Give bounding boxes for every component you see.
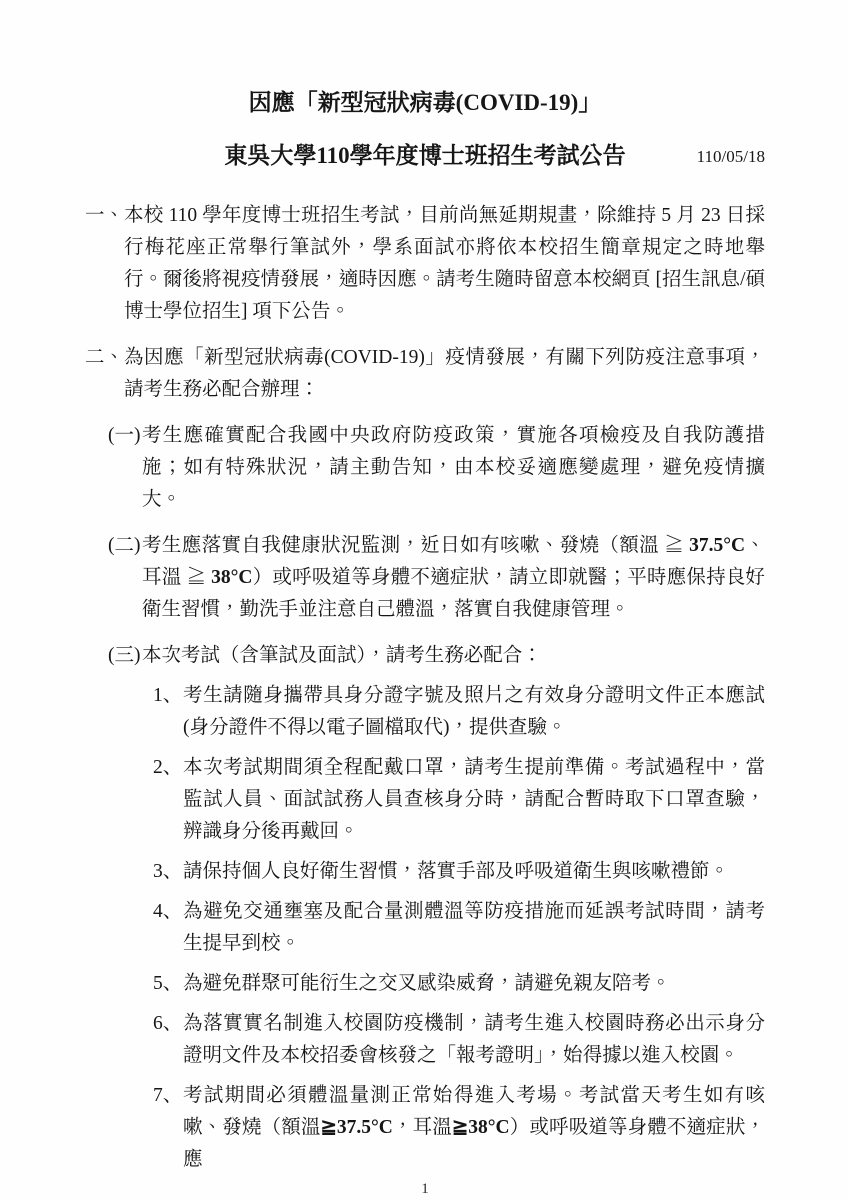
list-item-2-text: 本次考試期間須全程配戴口罩，請考生提前準備。考試過程中，當監試人員、面試試務人員查核身分時，請配合暫時取下口罩查驗，辨識身分後再戴回。: [183, 757, 765, 842]
section-1-text: 本校 110 學年度博士班招生考試，目前尚無延期規畫，除維持 5 月 23 日採行梅花座正常舉行筆試外，學系面試亦將依本校招生簡章規定之時地舉行。爾後將視疫情發展，適時因應。請考生隨時留意本校網頁 [招生訊息/碩博士學位招生] 項下公告。: [124, 205, 765, 322]
list-item-3-marker: 3、: [153, 861, 183, 882]
subsection-3-text: 本次考試（含筆試及面試），請考生務必配合：: [142, 645, 542, 666]
subsection-2: [108, 530, 765, 626]
list-item-5-marker: 5、: [153, 973, 183, 994]
subsection-2-text-part: ）或呼吸道等身體不適症狀，請立即就醫；平時應保持良好衛生習慣，勤洗手並注意自己體溫，落實自我健康管理。: [142, 567, 765, 620]
section-2-text: 為因應「新型冠狀病毒(COVID-19)」疫情發展，有關下列防疫注意事項，請考生務必配合辦理：: [124, 347, 765, 400]
list-item-6-text: 為落實實名制進入校園防疫機制，請考生進入校園時務必出示身分證明文件及本校招委會核發之「報考證明」，始得據以進入校園。: [183, 1013, 765, 1066]
section-1: [85, 200, 765, 328]
page-subtitle: 東吳大學110學年度博士班招生考試公告: [224, 143, 626, 168]
list-item-3: [153, 856, 765, 888]
list-item-3-text: 請保持個人良好衛生習慣，落實手部及呼吸道衛生與咳嗽禮節。: [183, 861, 730, 882]
list-item-7-text-part: 考試期間必須體溫量測正常始得進入考場。考試當天考生如有咳嗽、發燒（額溫: [183, 1085, 765, 1138]
list-item-2-marker: 2、: [153, 757, 183, 778]
list-item-1: [153, 680, 765, 744]
subtitle-row: [85, 143, 765, 172]
list-item-7-text: [183, 1080, 765, 1176]
page-title: 因應「新型冠狀病毒(COVID-19)」: [248, 90, 602, 115]
list-item-7-text-part: ，耳溫: [392, 1117, 452, 1138]
subsection-1-marker: (一): [108, 425, 141, 446]
section-2-marker: 二、: [85, 347, 125, 368]
list-item-4-marker: 4、: [153, 901, 183, 922]
subsection-2-marker: (二): [108, 535, 141, 556]
list-item-4: [153, 896, 765, 960]
ear-temp-threshold: 38°C: [211, 567, 253, 588]
ear-temp-threshold-2: ≧38°C: [451, 1117, 510, 1138]
list-item-1-text: 考生請隨身攜帶具身分證字號及照片之有效身分證明文件正本應試(身分證件不得以電子圖檔取代)，提供查驗。: [183, 685, 765, 738]
list-item-5: [153, 968, 765, 1000]
subsection-2-text: [142, 530, 765, 626]
section-1-marker: 一、: [85, 205, 125, 226]
list-item-7-text-part: ）或呼吸道等身體不適症狀，應: [183, 1117, 765, 1170]
subsection-1-text: 考生應確實配合我國中央政府防疫政策，實施各項檢疫及自我防護措施；如有特殊狀況，請主動告知，由本校妥適應變處理，避免疫情擴大。: [142, 425, 765, 510]
subsection-1: [108, 420, 765, 516]
list-item-6: [153, 1008, 765, 1072]
date-label: 110/05/18: [696, 147, 765, 166]
list-item-4-text: 為避免交通壅塞及配合量測體溫等防疫措施而延誤考試時間，請考生提早到校。: [183, 901, 765, 954]
forehead-temp-threshold: 37.5°C: [689, 535, 746, 556]
forehead-temp-threshold-2: ≧37.5°C: [320, 1117, 393, 1138]
list-item-7-marker: 7、: [153, 1085, 183, 1106]
subsection-3-marker: (三): [108, 645, 141, 666]
subsection-2-text-part: 、耳溫 ≧: [142, 535, 765, 588]
list-item-7: [153, 1080, 765, 1176]
list-item-5-text: 為避免群聚可能衍生之交叉感染威脅，請避免親友陪考。: [183, 973, 671, 994]
list-item-2: [153, 752, 765, 848]
list-item-6-marker: 6、: [153, 1013, 183, 1034]
list-item-1-marker: 1、: [153, 685, 183, 706]
section-2: [85, 342, 765, 406]
subsection-3: [108, 640, 765, 672]
subsection-2-text-part: 考生應落實自我健康狀況監測，近日如有咳嗽、發燒（額溫 ≧: [142, 535, 690, 556]
page-number: 1: [421, 1181, 429, 1197]
